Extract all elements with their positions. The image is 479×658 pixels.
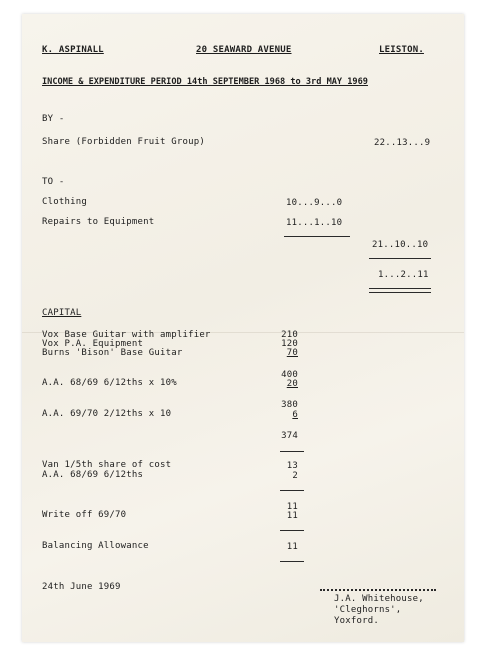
capital-item-label: Vox P.A. Equipment [42, 339, 144, 349]
by-heading: BY - [42, 114, 65, 124]
by-share-label: Share (Forbidden Fruit Group) [42, 137, 205, 147]
balancing-rule [280, 561, 304, 562]
balance-double-rule [369, 288, 431, 293]
header-name: K. ASPINALL [42, 45, 104, 55]
capital-item-value: 210 [281, 330, 298, 340]
subtotal-rule [280, 451, 304, 452]
to-total: 21..10..10 [372, 240, 429, 250]
allowance-label: A.A. 68/69 6/12ths x 10% [42, 378, 177, 388]
allowance-value: 6 [292, 410, 298, 420]
to-item-label: Clothing [42, 197, 87, 207]
header-street: 20 SEAWARD AVENUE [196, 45, 292, 55]
to-subtotal-rule [284, 236, 350, 237]
balancing-allowance-value: 11 [286, 542, 298, 552]
balancing-allowance-label: Balancing Allowance [42, 541, 149, 551]
allowance-value: 20 [286, 379, 298, 389]
van-value: 13 [286, 461, 298, 471]
header-period: INCOME & EXPENDITURE PERIOD 14th SEPTEMBER 1968 to 3rd MAY 1969 [42, 77, 368, 87]
to-item-amount: 11...1..10 [286, 218, 343, 228]
signatory-name: J.A. Whitehouse, [334, 594, 424, 604]
balance-amount: 1...2..11 [378, 270, 429, 280]
allowance-value: 2 [292, 471, 298, 481]
capital-subtotal: 400 [281, 370, 298, 380]
header-town: LEISTON. [379, 45, 424, 55]
to-heading: TO - [42, 177, 65, 187]
capital-subtotal: 374 [281, 431, 298, 441]
capital-item-value: 120 [281, 339, 298, 349]
capital-item-value: 70 [286, 348, 298, 358]
capital-item-label: Vox Base Guitar with amplifier [42, 330, 211, 340]
footer-date: 24th June 1969 [42, 582, 121, 592]
signatory-town: Yoxford. [334, 616, 379, 626]
by-share-amount: 22..13...9 [374, 138, 431, 148]
ledger-page [22, 14, 464, 642]
signatory-house: 'Cleghorns', [334, 605, 402, 615]
writeoff-value: 11 [286, 502, 298, 512]
van-label: Van 1/5th share of cost [42, 460, 172, 470]
writeoff-rule [280, 530, 304, 531]
to-item-amount: 10...9...0 [286, 198, 343, 208]
signature-line [320, 589, 436, 591]
to-item-label: Repairs to Equipment [42, 217, 155, 227]
allowance-label: A.A. 69/70 2/12ths x 10 [42, 409, 172, 419]
capital-item-label: Burns 'Bison' Base Guitar [42, 348, 183, 358]
van-rule [280, 490, 304, 491]
capital-heading: CAPITAL [42, 308, 82, 318]
allowance-label: A.A. 68/69 6/12ths [42, 470, 144, 480]
writeoff-value: 11 [286, 511, 298, 521]
total-rule [369, 258, 431, 259]
capital-subtotal: 380 [281, 400, 298, 410]
writeoff-label: Write off 69/70 [42, 510, 127, 520]
